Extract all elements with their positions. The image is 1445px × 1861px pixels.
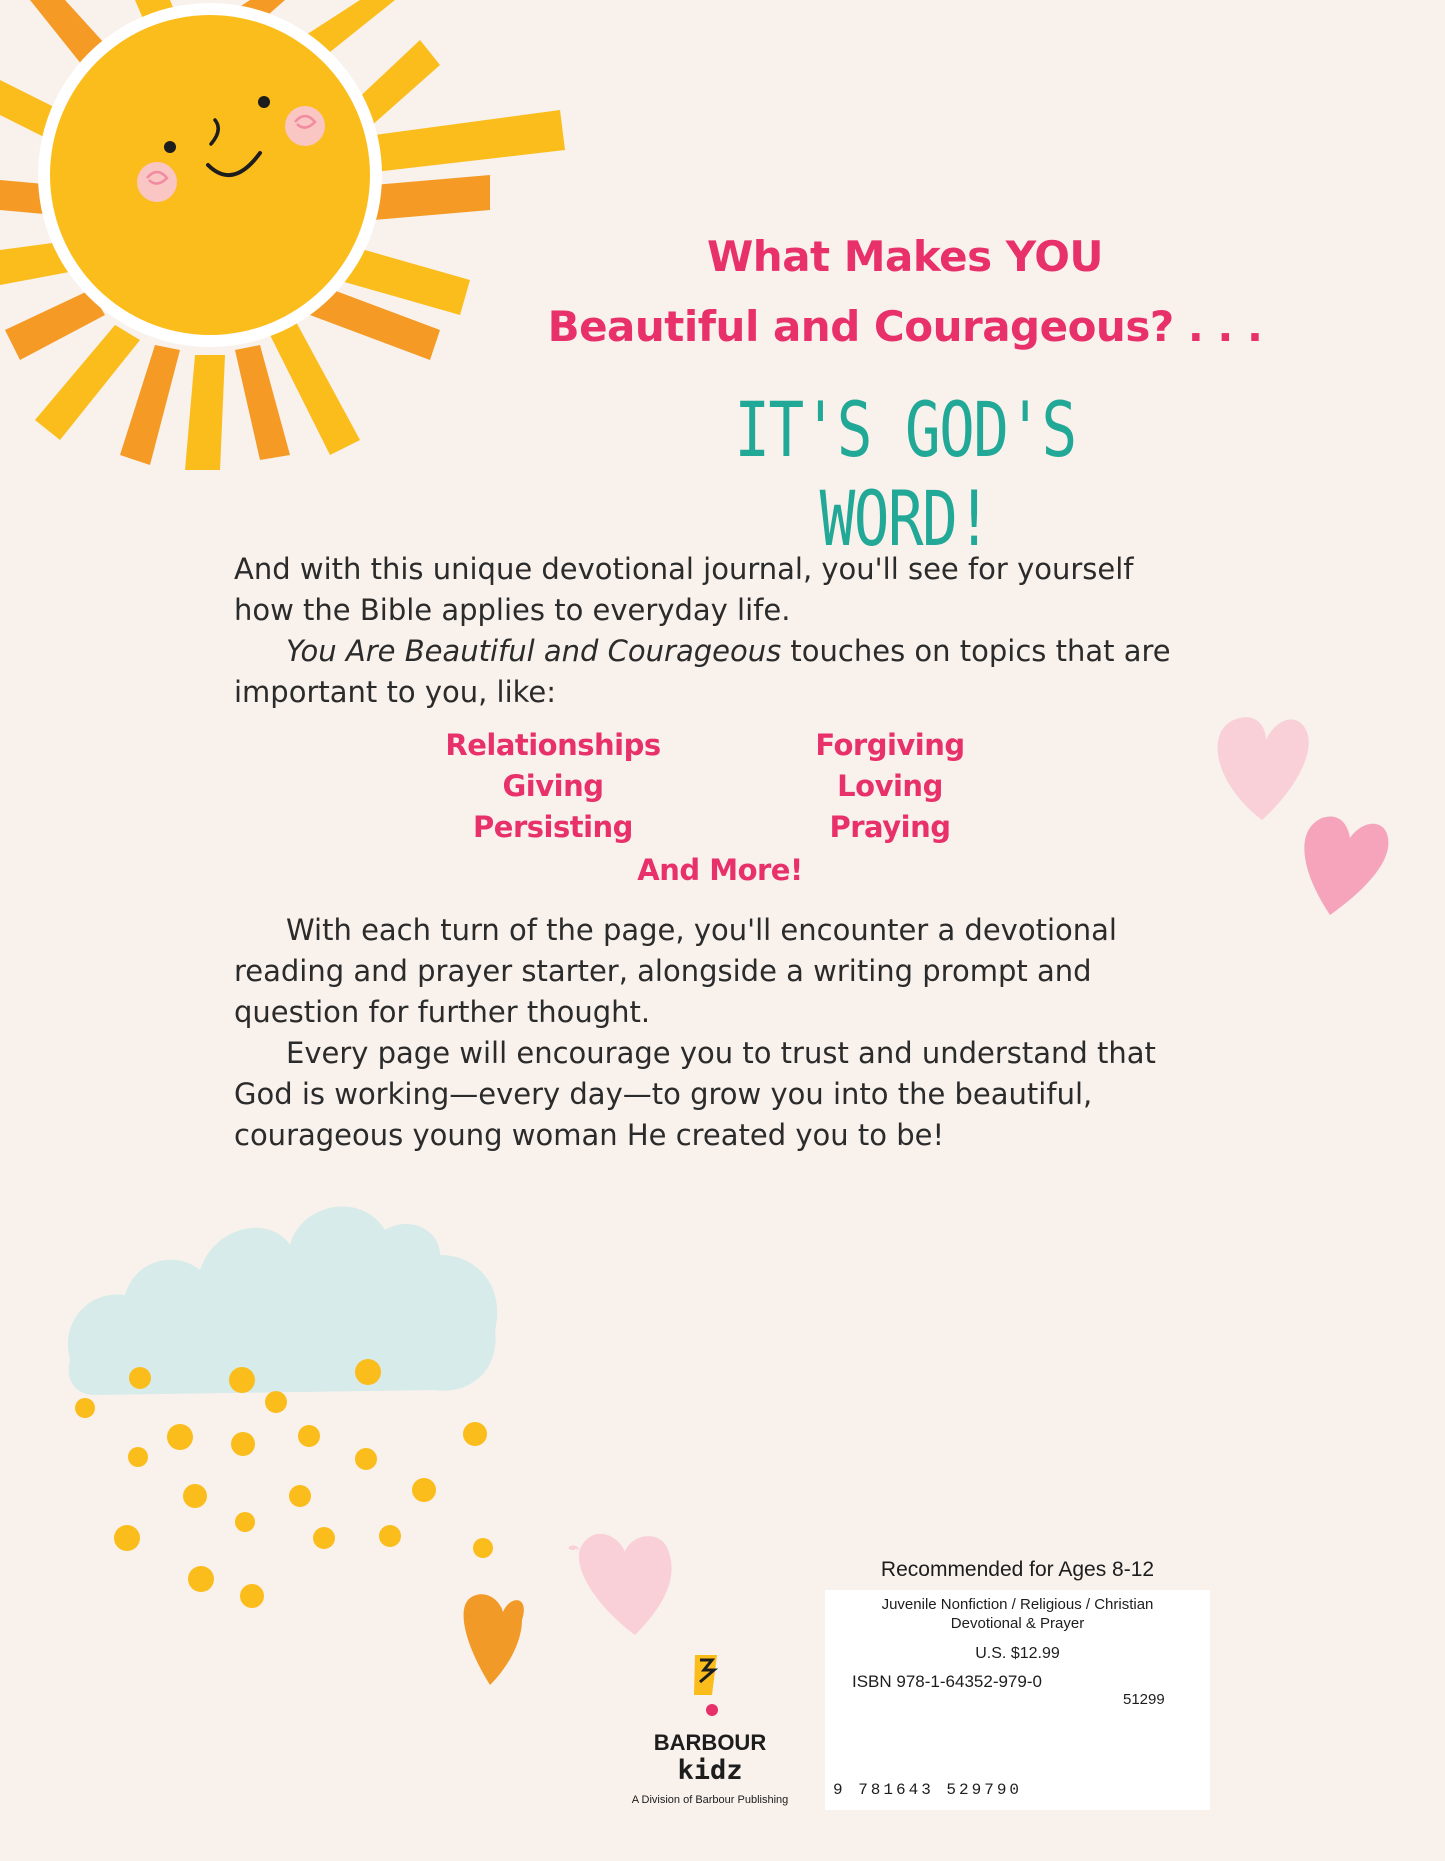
barbour-logo-mark — [694, 1655, 718, 1716]
publisher-imprint: kidz — [677, 1755, 743, 1786]
heart-light-pink-bottom2-illustration — [579, 1534, 672, 1635]
topic-and-more: And More! — [637, 853, 803, 887]
isbn-number: ISBN 978-1-64352-979-0 — [852, 1672, 1042, 1691]
closing-paragraph-1: With each turn of the page, you'll encounter a devotional reading and prayer starter, alongside a writing prompt and question for further thought. — [234, 913, 1117, 1029]
topic-relationships: Relationships — [445, 728, 661, 762]
intro-paragraph-2-rest: touches on topics that are important to you, like: — [234, 634, 1171, 709]
heart-light-pink-illustration — [1218, 717, 1309, 820]
category-text — [825, 1595, 1210, 1633]
intro-paragraph-2 — [234, 631, 1194, 713]
topic-persisting: Persisting — [473, 810, 633, 844]
price: U.S. $12.99 — [975, 1645, 1060, 1662]
heart-orange-illustration — [464, 1594, 524, 1685]
headline-line-2: Beautiful and Courageous? . . . — [547, 302, 1263, 351]
headline-line-1: What Makes YOU — [706, 232, 1104, 281]
publisher-name: BARBOUR — [653, 1730, 767, 1755]
barcode-digits: 9 781643 529790 — [833, 1781, 1023, 1799]
topic-loving: Loving — [837, 769, 943, 803]
topic-praying: Praying — [829, 810, 951, 844]
recommended-ages: Recommended for Ages 8-12 — [880, 1558, 1155, 1581]
topic-forgiving: Forgiving — [815, 728, 965, 762]
category-line-2: Devotional & Prayer — [950, 1615, 1085, 1632]
addon-code: 51299 — [1123, 1691, 1165, 1708]
category-line-1: Juvenile Nonfiction / Religious / Christian — [881, 1596, 1154, 1613]
smiling-sun-illustration — [38, 3, 382, 347]
intro-paragraph-1: And with this unique devotional journal, you'll see for yourself how the Bible applies to everyday life. — [234, 552, 1134, 627]
publisher-division: A Division of Barbour Publishing — [631, 1794, 789, 1806]
raindrops-illustration — [75, 1359, 493, 1608]
topic-giving: Giving — [502, 769, 604, 803]
closing-paragraph-2: Every page will encourage you to trust and understand that God is working—every day—to grow you into the beautiful, courageous young woman He created you to be! — [234, 1036, 1156, 1152]
tagline: IT'S GOD'S WORD! — [734, 385, 1076, 563]
book-title: You Are Beautiful and Courageous — [286, 634, 782, 668]
heart-pink-illustration — [1304, 816, 1388, 915]
cloud-illustration — [68, 1206, 497, 1395]
